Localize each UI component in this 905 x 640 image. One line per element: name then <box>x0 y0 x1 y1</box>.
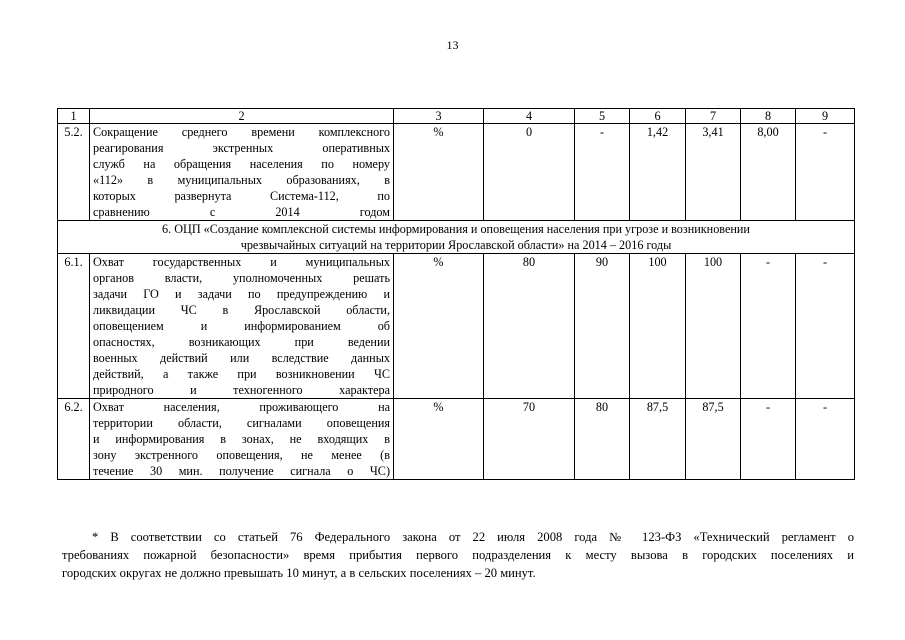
page-number: 13 <box>446 38 459 52</box>
header-cell: 8 <box>741 109 796 124</box>
unit-cell: % <box>394 254 484 399</box>
value-cell: - <box>796 254 855 399</box>
indicator-name-line: действий, а также при возникновении ЧС <box>93 367 390 381</box>
value-cell: 80 <box>484 254 575 399</box>
value-cell: - <box>741 399 796 480</box>
header-cell: 1 <box>58 109 90 124</box>
footnote-line: городских округах не должно превышать 10 минут, а в сельских поселениях – 20 минут. <box>62 566 536 580</box>
section-title-line: чрезвычайных ситуаций на территории Ярославской области» на 2014 – 2016 годы <box>240 238 672 252</box>
value-cell: 3,41 <box>686 124 741 221</box>
indicator-name <box>90 124 394 221</box>
value-cell: 100 <box>630 254 686 399</box>
footnote-line: требованиях пожарной безопасности» время прибытия первого подразделения к месту вызова в городских поселениях и <box>62 548 854 562</box>
indicator-name-line: зону экстренного оповещения, не менее (в <box>93 448 390 462</box>
indicator-name-line: Сокращение среднего времени комплексного <box>93 125 390 139</box>
value-cell: 90 <box>575 254 630 399</box>
indicator-name-line: реагирования экстренных оперативных <box>93 141 390 155</box>
unit-cell: % <box>394 399 484 480</box>
indicator-name-line: которых развернута Система-112, по <box>93 189 390 203</box>
header-cell: 4 <box>484 109 575 124</box>
section-title-line: 6. ОЦП «Создание комплексной системы информирования и оповещения населения при угрозе и возникновении <box>162 222 750 236</box>
indicator-name-line: ликвидации ЧС в Ярославской области, <box>93 303 390 317</box>
indicators-table <box>57 108 855 480</box>
indicator-name-line: сравнению с 2014 годом <box>93 205 390 219</box>
indicator-name-line: территории области, сигналами оповещения <box>93 416 390 430</box>
indicator-name-line: военных действий или вследствие данных <box>93 351 390 365</box>
indicator-name-line: служб на обращения населения по номеру <box>93 157 390 171</box>
indicator-name-line: органов власти, уполномоченных решать <box>93 271 390 285</box>
footnote-line: * В соответствии со статьей 76 Федерального закона от 22 июля 2008 года № 123-ФЗ «Технический регламент о <box>92 530 854 544</box>
row-number: 6.2. <box>58 399 90 480</box>
indicator-name <box>90 254 394 399</box>
value-cell: 80 <box>575 399 630 480</box>
value-cell: - <box>741 254 796 399</box>
indicator-name-line: Охват государственных и муниципальных <box>93 255 390 269</box>
value-cell: - <box>575 124 630 221</box>
indicator-name-line: опасностях, возникающих при ведении <box>93 335 390 349</box>
indicator-name-line: течение 30 мин. получение сигнала о ЧС) <box>93 464 390 478</box>
value-cell: 0 <box>484 124 575 221</box>
indicator-name-line: Охват населения, проживающего на <box>93 400 390 414</box>
section-row <box>58 221 855 254</box>
value-cell: - <box>796 399 855 480</box>
value-cell: - <box>796 124 855 221</box>
indicator-name-line: задачи ГО и задачи по предупреждению и <box>93 287 390 301</box>
header-cell: 7 <box>686 109 741 124</box>
value-cell: 8,00 <box>741 124 796 221</box>
table-row <box>58 399 855 480</box>
indicator-name <box>90 399 394 480</box>
indicator-name-line: природного и техногенного характера <box>93 383 390 397</box>
value-cell: 87,5 <box>686 399 741 480</box>
unit-cell: % <box>394 124 484 221</box>
row-number: 5.2. <box>58 124 90 221</box>
indicator-name-line: оповещением и информированием об <box>93 319 390 333</box>
table-row <box>58 124 855 221</box>
header-cell: 6 <box>630 109 686 124</box>
header-cell: 9 <box>796 109 855 124</box>
indicator-name-line: «112» в муниципальных образованиях, в <box>93 173 390 187</box>
header-cell: 3 <box>394 109 484 124</box>
section-title <box>58 221 855 254</box>
value-cell: 87,5 <box>630 399 686 480</box>
header-cell: 5 <box>575 109 630 124</box>
table-header-row <box>58 109 855 124</box>
header-cell: 2 <box>90 109 394 124</box>
footnote <box>62 528 854 582</box>
value-cell: 100 <box>686 254 741 399</box>
indicator-name-line: и информирования в зонах, не входящих в <box>93 432 390 446</box>
row-number: 6.1. <box>58 254 90 399</box>
value-cell: 1,42 <box>630 124 686 221</box>
table-row <box>58 254 855 399</box>
value-cell: 70 <box>484 399 575 480</box>
